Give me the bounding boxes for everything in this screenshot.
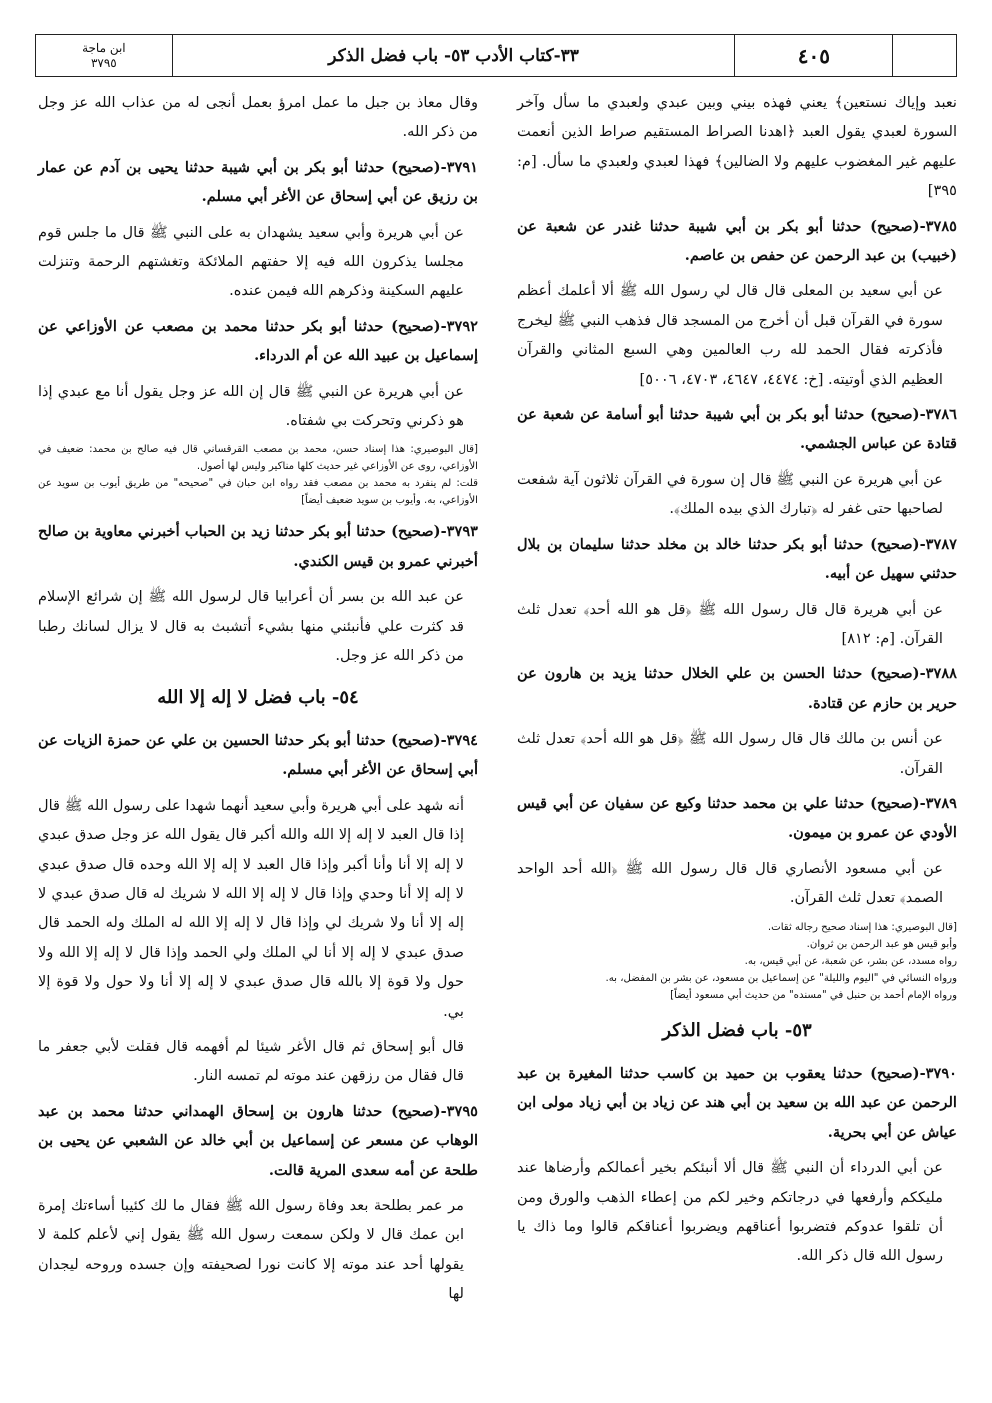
footnote-line: رواه مسدد، عن بشر، عن شعبة، عن أبي قيس، به.: [744, 955, 957, 967]
chapter-heading-54: ٥٤- باب فضل لا إله إلا الله: [157, 686, 359, 708]
hadith-text-3794-addendum: قال أبو إسحاق ثم قال الأغر شيئا لم أفهمه قال فقلت لأبي جعفر ما قال فقال من رزقهن عند موته لم تمسه النار.: [38, 1037, 464, 1085]
header-ref-book: ابن ماجة: [82, 40, 126, 55]
right-column: [517, 88, 957, 1277]
header-title: ٣٣-كتاب الأدب ٥٣- باب فضل الذكر: [173, 35, 736, 76]
hadith-text-3790: عن أبي الدرداء أن النبي ﷺ قال ألا أنبئكم بخير أعمالكم وأرضاها عند مليككم وأرفعها في درجاتكم وخير لكم من إعطاء الذهب والورق ومن أن تلقوا عدوكم فتضربوا أعناقهم ويضربوا أعناقكم قالوا وما ذاك يا رسول الله قال ذكر الله.: [517, 1159, 943, 1265]
page-number: ٤٠٥: [735, 35, 893, 76]
hadith-text-3788: عن أنس بن مالك قال قال رسول الله ﷺ ﴿قل هو الله أحد﴾ تعدل ثلث القرآن.: [517, 730, 943, 777]
footnote-line: وأبو قيس هو عبد الرحمن بن ثروان.: [806, 938, 957, 950]
footnote-line: [قال البوصيري: هذا إسناد حسن، محمد بن مصعب القرقساني قال فيه صالح بن محمد: ضعيف في الأوزاعي، روى عن الأوزاعي غير حديث كلها مناكير وليس لها أصول.: [38, 444, 478, 473]
footnote-line: ورواه النسائي في "اليوم والليلة" عن إسماعيل بن مسعود، عن بشر بن المفضل، به.: [605, 972, 957, 984]
hadith-text-3795: مر عمر بطلحة بعد وفاة رسول الله ﷺ فقال ما لك كئيبا أساءتك إمرة ابن عمك قال لا ولكن سمعت رسول الله ﷺ يقول إني لأعلم كلمة لا يقولها أحد عند موته إلا كانت نورا لصحيفته وإن جسده وروحه ليجدان لها: [38, 1197, 464, 1303]
hadith-text-3787: عن أبي هريرة قال قال رسول الله ﷺ ﴿قل هو الله أحد﴾ تعدل ثلث القرآن. [م: ٨١٢]: [517, 600, 943, 647]
left-column: [38, 88, 478, 1315]
hadith-chain-3793: ٣٧٩٣-(صحيح) حدثنا أبو بكر حدثنا زيد بن الحباب أخبرني معاوية بن صالح أخبرني عمرو بن قيس الكندي.: [38, 523, 478, 570]
hadith-chain-3786: ٣٧٨٦-(صحيح) حدثنا أبو بكر بن أبي شيبة حدثنا أبو أسامة عن شعبة عن قتادة عن عباس الجشمي.: [517, 406, 957, 453]
hadith-chain-3794: ٣٧٩٤-(صحيح) حدثنا أبو بكر حدثنا الحسين بن علي عن حمزة الزيات عن أبي إسحاق عن الأغر أبي مسلم.: [38, 731, 478, 779]
hadith-text-3786: عن أبي هريرة عن النبي ﷺ قال إن سورة في القرآن ثلاثون آية شفعت لصاحبها حتى غفر له ﴿تبارك الذي بيده الملك﴾.: [517, 470, 943, 518]
footnote-3789: [517, 919, 957, 1004]
footnote-line: قلت: لم ينفرد به محمد بن مصعب فقد رواه ابن حبان في "صحيحه" من طريق أيوب بن سويد عن الأوزاعي، به. وأيوب بن سويد ضعيف أيضاً]: [38, 478, 478, 507]
hadith-chain-3795: ٣٧٩٥-(صحيح) حدثنا هارون بن إسحاق الهمداني حدثنا محمد بن عبد الوهاب عن مسعر عن إسماعيل بن أبي خالد عن الشعبي عن يحيى بن طلحة عن أمه سعدى المرية قالت.: [38, 1102, 478, 1179]
chapter-heading-53: ٥٣- باب فضل الذكر: [662, 1019, 812, 1041]
footnote-line: [قال البوصيري: هذا إسناد صحيح رجاله ثقات.: [767, 921, 957, 933]
header-ref-number: ٣٧٩٥: [90, 55, 117, 70]
hadith-chain-3785: ٣٧٨٥-(صحيح) حدثنا أبو بكر بن أبي شيبة حدثنا غندر عن شعبة عن (خبيب) بن عبد الرحمن عن حفص بن عاصم.: [517, 217, 957, 265]
hadith-chain-3790: ٣٧٩٠-(صحيح) حدثنا يعقوب بن حميد بن كاسب حدثنا المغيرة بن عبد الرحمن عن عبد الله بن سعيد بن أبي هند عن زياد بن أبي زياد مولى ابن عياش عن أبي بحرية.: [517, 1064, 957, 1141]
hadith-chain-3788: ٣٧٨٨-(صحيح) حدثنا الحسن بن علي الخلال حدثنا يزيد بن هارون عن حرير بن حازم عن قتادة.: [517, 665, 957, 712]
paragraph: وقال معاذ بن جبل ما عمل امرؤ بعمل أنجى له من عذاب الله عز وجل من ذكر الله.: [38, 94, 478, 141]
hadith-chain-3791: ٣٧٩١-(صحيح) حدثنا أبو بكر بن أبي شيبة حدثنا يحيى بن آدم عن عمار بن رزيق عن أبي إسحاق عن الأغر أبي مسلم.: [38, 158, 478, 206]
hadith-chain-3787: ٣٧٨٧-(صحيح) حدثنا أبو بكر حدثنا خالد بن مخلد حدثنا سليمان بن بلال حدثني سهيل عن أبيه.: [517, 535, 957, 583]
hadith-text-3791: عن أبي هريرة وأبي سعيد يشهدان به على النبي ﷺ قال ما جلس قوم مجلسا يذكرون الله فيه إلا حفتهم الملائكة وتغشتهم الرحمة وتنزلت عليهم السكينة وذكرهم الله فيمن عنده.: [38, 223, 464, 300]
page-header: [35, 34, 957, 77]
hadith-chain-3792: ٣٧٩٢-(صحيح) حدثنا أبو بكر حدثنا محمد بن مصعب عن الأوزاعي عن إسماعيل بن عبيد الله عن أم الدرداء.: [38, 317, 478, 365]
hadith-text-3789: عن أبي مسعود الأنصاري قال قال رسول الله ﷺ ﴿الله أحد الواحد الصمد﴾ تعدل ثلث القرآن.: [517, 859, 943, 907]
hadith-text-3792: عن أبي هريرة عن النبي ﷺ قال إن الله عز وجل يقول أنا مع عبدي إذا هو ذكرني وتحركت بي شفتاه.: [38, 382, 464, 430]
hadith-chain-3789: ٣٧٨٩-(صحيح) حدثنا علي بن محمد حدثنا وكيع عن سفيان عن أبي قيس الأودي عن عمرو بن ميمون.: [517, 794, 957, 842]
header-reference: [36, 35, 173, 76]
footnote-3792: [38, 441, 478, 509]
footnote-line: ورواه الإمام أحمد بن حنبل في "مسنده" من حديث أبي مسعود أيضاً]: [670, 989, 957, 1001]
hadith-text-3793: عن عبد الله بن بسر أن أعرابيا قال لرسول الله ﷺ إن شرائع الإسلام قد كثرت علي فأنبئني منها بشيء أتشبث به قال لا يزال لسانك رطبا من ذكر الله عز وجل.: [38, 588, 464, 665]
paragraph: نعبد وإياك نستعين﴾ يعني فهذه بيني وبين عبدي ولعبدي ما سأل وآخر السورة لعبدي يقول العبد ﴿اهدنا الصراط المستقيم صراط الذين أنعمت عليهم غير المغضوب عليهم ولا الضالين﴾ فهذا لعبدي ولعبدي ما سأل. [م: ٣٩٥]: [517, 94, 957, 200]
hadith-text-3785: عن أبي سعيد بن المعلى قال قال لي رسول الله ﷺ ألا أعلمك أعظم سورة في القرآن قبل أن أخرج من المسجد قال فذهب النبي ﷺ ليخرج فأذكرته فقال الحمد لله رب العالمين وهي السبع المثاني والقرآن العظيم الذي أوتيته. [خ: ٤٤٧٤، ٤٦٤٧، ٤٧٠٣، ٥٠٠٦]: [517, 282, 943, 388]
header-blank-cell: [893, 35, 956, 76]
hadith-text-3794: أنه شهد على أبي هريرة وأبي سعيد أنهما شهدا على رسول الله ﷺ قال إذا قال العبد لا إله إلا الله والله أكبر قال يقول الله عز وجل صدق عبدي لا إله إلا أنا وأنا أكبر وإذا قال العبد لا إله إلا الله وحده قال صدق عبدي لا إله إلا أنا وحدي وإذا قال لا إله إلا الله لا شريك له قال صدق عبدي لا إله إلا أنا ولا شريك لي وإذا قال لا إله إلا الله له الملك وله الحمد قال صدق عبدي لا إله إلا أنا لي الملك ولي الحمد وإذا قال لا إله إلا الله ولا حول ولا قوة إلا بالله قال صدق عبدي لا إله إلا أنا ولا حول ولا قوة إلا بي.: [38, 796, 464, 1020]
